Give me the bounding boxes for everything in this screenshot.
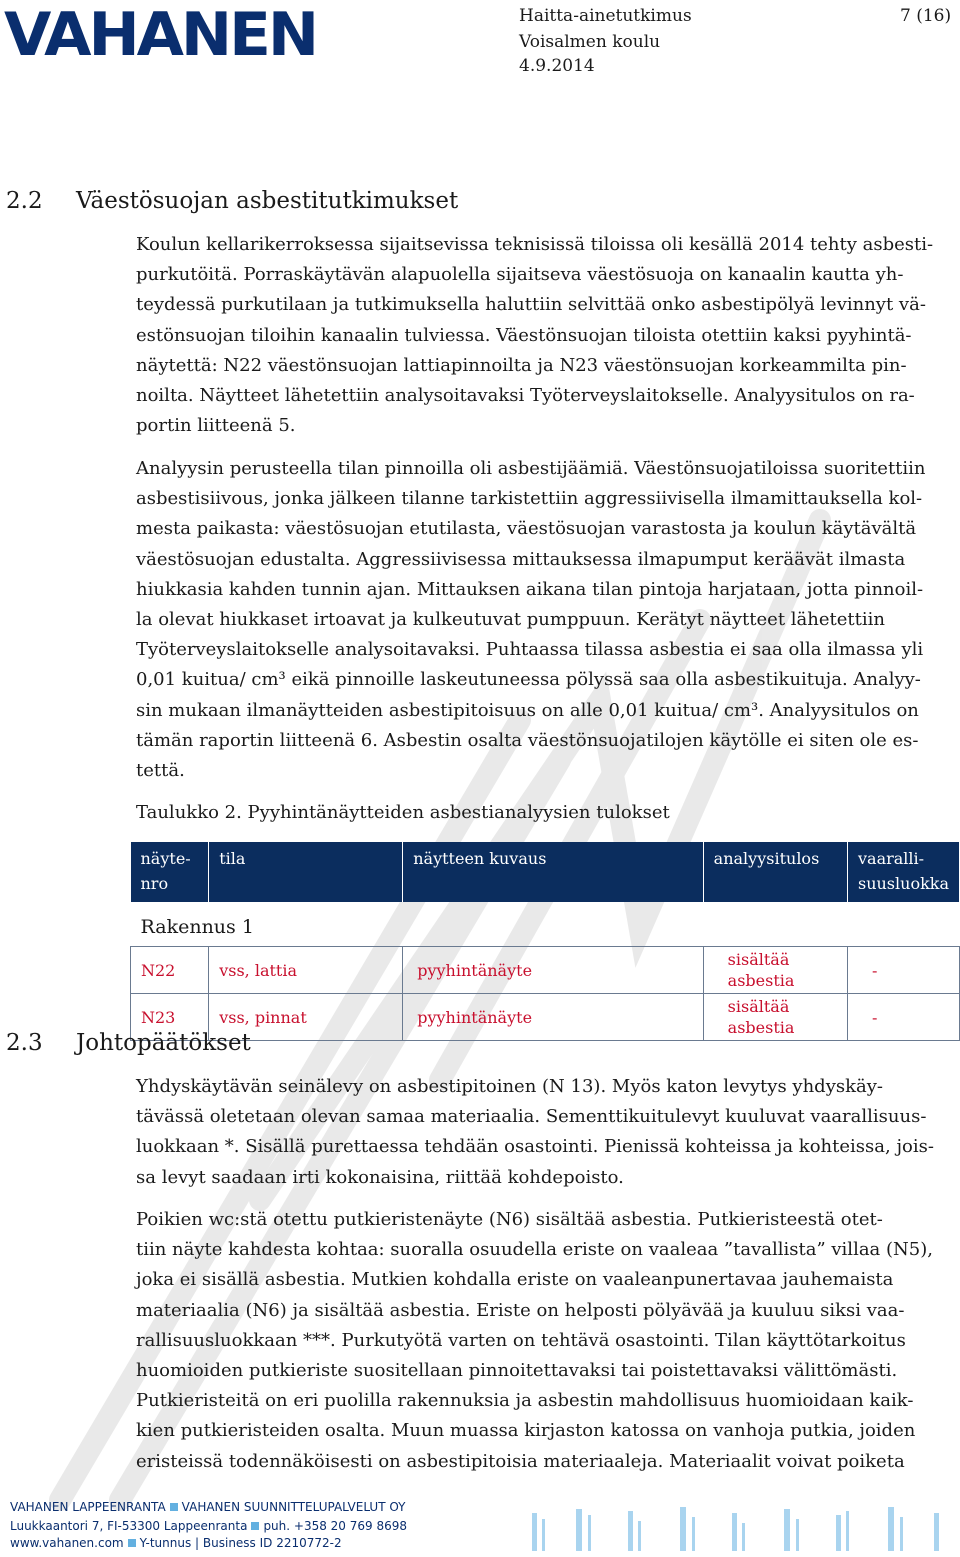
text-line: Poikien wc:stä otettu putkieristenäyte (N6) sisältää asbestia. Putkieristeestä otet- bbox=[136, 1209, 883, 1230]
text-line: Koulun kellarikerroksessa sijaitsevissa teknisissä tiloissa oli kesällä 2014 tehty asbesti- bbox=[136, 234, 934, 255]
paragraph-analysis bbox=[136, 454, 952, 786]
footer-business-id: Y-tunnus | Business ID 2210772-2 bbox=[139, 1536, 342, 1550]
footer-company-1: VAHANEN LAPPEENRANTA bbox=[10, 1500, 166, 1514]
text-line: tiin näyte kahdesta kohtaa: suoralla osuudella eriste on vaaleaa ”tavallista” villaa (N5), bbox=[136, 1239, 933, 1261]
text-line: mesta paikasta: väestösuojan etutilasta, väestösuojan varastosta ja koulun käytävältä bbox=[136, 518, 917, 540]
page-number: 7 (16) bbox=[900, 6, 952, 26]
table-row bbox=[131, 994, 960, 1041]
section-heading-2-3 bbox=[6, 1030, 251, 1056]
footer-company-2: VAHANEN SUUNNITTELUPALVELUT OY bbox=[181, 1500, 406, 1514]
text-line: estönsuojan tiloihin kanaalin tulviessa. Väestönsuojan tiloista otettiin kaksi pyyhintä- bbox=[136, 324, 912, 346]
text-line: teydessä purkutilaan ja tutkimuksella haluttiin selvittää onko asbestipölyä levinnyt vä- bbox=[136, 294, 926, 316]
text-line: 0,01 kuitua/ cm³ eikä pinnoille laskeutuneessa pölyssä saa olla asbestikuituja. Analyy- bbox=[136, 669, 921, 691]
text-line: sa levyt saadaan irti kokonaisina, riittää kohdepoisto. bbox=[136, 1166, 624, 1188]
doc-date: 4.9.2014 bbox=[519, 56, 595, 76]
text-line: eristeissä todennäköisesti on asbestipitoisia materiaaleja. Materiaalit voivat poiketa bbox=[136, 1450, 905, 1472]
footer-web bbox=[10, 1536, 342, 1550]
results-table bbox=[130, 842, 960, 1041]
section-title: Johtopäätökset bbox=[76, 1030, 251, 1056]
table-row bbox=[131, 947, 960, 994]
section-title: Väestösuojan asbestitutkimukset bbox=[76, 188, 459, 214]
table-caption: Taulukko 2. Pyyhintänäytteiden asbestianalyysien tulokset bbox=[136, 802, 670, 823]
vahanen-logo: VAHANEN bbox=[4, 0, 316, 70]
text-line: Putkieristeitä on eri puolilla rakennuksia ja asbestin mahdollisuus huomioidaan kaik- bbox=[136, 1390, 914, 1412]
text-line: huomioiden putkieriste suositellaan pinnoitettavaksi tai poistettavaksi välittömästi. bbox=[136, 1360, 898, 1382]
text-line: asbestisiivous, jonka jälkeen tilanne tarkistettiin aggressiivisella ilmamittauksella kol- bbox=[136, 488, 923, 510]
text-line: tämän raportin liitteenä 6. Asbestin osalta väestönsuojatilojen käytölle ei siten ole es- bbox=[136, 729, 919, 751]
paragraph-conclusion-1 bbox=[136, 1072, 952, 1193]
cell-description: pyyhintänäyte bbox=[403, 947, 703, 994]
section-heading-2-2 bbox=[6, 188, 458, 214]
text-line: rallisuusluokkaan ***. Purkutyötä varten on tehtävä osastointi. Tilan käyttötarkoitus bbox=[136, 1329, 906, 1351]
text-line: tävässä oletetaan olevan samaa materiaalia. Sementtikuitulevyt kuuluvat vaarallisuus- bbox=[136, 1106, 927, 1128]
group-label: Rakennus 1 bbox=[140, 916, 254, 938]
footer-website: www.vahanen.com bbox=[10, 1536, 124, 1550]
header-sample-no: näyte- nro bbox=[131, 842, 209, 902]
text-line: joka ei sisällä asbestia. Mutkien kohdalla eriste on vaaleanpunertavaa jauhemaista bbox=[136, 1269, 894, 1291]
table-header-row bbox=[131, 842, 960, 902]
text-line: tettä. bbox=[136, 760, 185, 782]
section-number: 2.3 bbox=[6, 1030, 43, 1056]
cell-hazard-class: - bbox=[847, 947, 959, 994]
text-line: hiukkasia kahden tunnin ajan. Mittauksen aikana tilan pintoja harjataan, jotta pinnoil- bbox=[136, 578, 924, 600]
text-line: luokkaan *. Sisällä purettaessa tehdään osastointi. Pienissä kohteissa ja kohteissa, jois- bbox=[136, 1136, 934, 1158]
footer-stripes-graphic bbox=[530, 1505, 950, 1553]
section-number: 2.2 bbox=[6, 188, 43, 214]
doc-title: Haitta-ainetutkimus bbox=[519, 6, 692, 26]
header-result: analyysitulos bbox=[703, 842, 847, 902]
text-line: näytettä: N22 väestönsuojan lattiapinnoilta ja N23 väestönsuojan korkeammilta pin- bbox=[136, 354, 907, 376]
footer-contact bbox=[10, 1519, 407, 1533]
site-name: Voisalmen koulu bbox=[519, 32, 661, 52]
header-description: näytteen kuvaus bbox=[403, 842, 703, 902]
bullet-square-icon bbox=[170, 1503, 178, 1511]
bullet-square-icon bbox=[128, 1539, 136, 1547]
cell-result: sisältää asbestia bbox=[703, 994, 847, 1041]
text-line: Yhdyskäytävän seinälevy on asbestipitoinen (N 13). Myös katon levytys yhdyskäy- bbox=[136, 1076, 883, 1097]
cell-space: vss, lattia bbox=[209, 947, 403, 994]
cell-sample-no: N23 bbox=[131, 994, 209, 1041]
text-line: sin mukaan ilmanäytteiden asbestipitoisuus on alle 0,01 kuitua/ cm³. Analyysitulos on bbox=[136, 699, 919, 721]
text-line: noilta. Näytteet lähetettiin analysoitavaksi Työterveyslaitokselle. Analyysitulos on ra- bbox=[136, 385, 915, 407]
cell-description: pyyhintänäyte bbox=[403, 994, 703, 1041]
text-line: Analyysin perusteella tilan pinnoilla oli asbestijäämiä. Väestönsuojatiloissa suoritettiin bbox=[136, 458, 926, 479]
bullet-square-icon bbox=[251, 1522, 259, 1530]
footer-companies bbox=[10, 1500, 405, 1514]
text-line: la olevat hiukkaset irtoavat ja kulkeutuvat pumppuun. Kerätyt näytteet lähetettiin bbox=[136, 609, 885, 631]
table-group-row bbox=[131, 902, 960, 947]
cell-result: sisältää asbestia bbox=[703, 947, 847, 994]
text-line: Työterveyslaitokselle analysoitavaksi. Puhtaassa tilassa asbestia ei saa olla ilmassa yli bbox=[136, 639, 924, 661]
paragraph-conclusion-2 bbox=[136, 1205, 952, 1477]
footer-phone: puh. +358 20 769 8698 bbox=[263, 1519, 408, 1533]
header-hazard-class: vaaralli- suusluokka bbox=[847, 842, 959, 902]
text-line: portin liitteenä 5. bbox=[136, 415, 296, 437]
text-line: väestösuojan edustalta. Aggressiivisessa mittauksessa ilmapumput keräävät ilmasta bbox=[136, 548, 906, 570]
cell-space: vss, pinnat bbox=[209, 994, 403, 1041]
text-line: materiaalia (N6) ja sisältää asbestia. Eriste on helposti pölyävää ja kuuluu siksi vaa- bbox=[136, 1299, 905, 1321]
cell-sample-no: N22 bbox=[131, 947, 209, 994]
header-space: tila bbox=[209, 842, 403, 902]
text-line: kien putkieristeiden osalta. Muun muassa kirjaston katossa on vanhoja putkia, joiden bbox=[136, 1420, 916, 1442]
paragraph-vss-intro bbox=[136, 230, 952, 441]
footer-address: Luukkaantori 7, FI-53300 Lappeenranta bbox=[10, 1519, 248, 1533]
text-line: purkutöitä. Porraskäytävän alapuolella sijaitseva väestösuoja on kanaalin kautta yh- bbox=[136, 264, 904, 286]
cell-hazard-class: - bbox=[847, 994, 959, 1041]
